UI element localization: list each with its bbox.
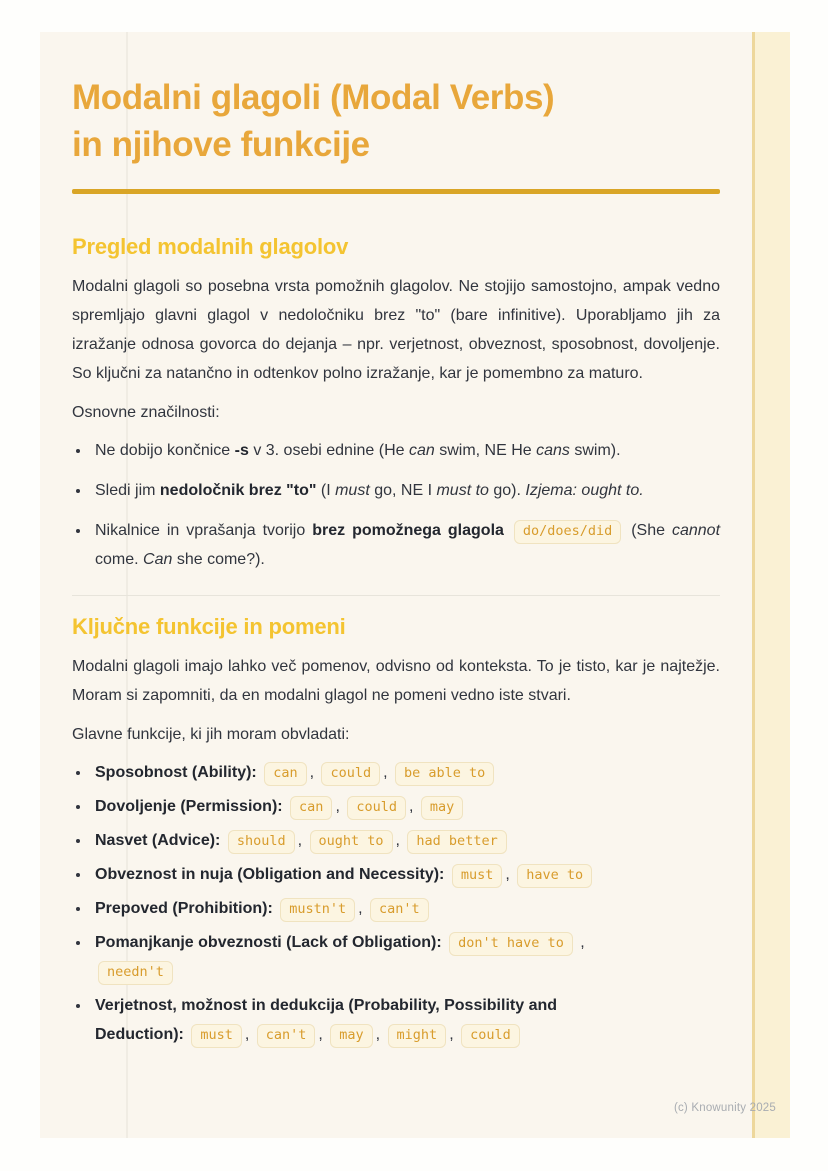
text-segment: come. xyxy=(95,551,144,568)
text-segment xyxy=(504,522,511,539)
text-segment: Obveznost in nuja (Obligation and Necessity): xyxy=(95,866,449,883)
text-segment: brez pomožnega glagola xyxy=(312,522,504,539)
code-badge: have to xyxy=(517,864,592,888)
title-divider xyxy=(72,189,720,194)
section-heading-functions: Ključne funkcije in pomeni xyxy=(72,614,346,639)
document-sheet xyxy=(40,32,790,1138)
code-badge: may xyxy=(330,1024,372,1048)
text-segment: must to xyxy=(436,482,489,499)
code-badge: must xyxy=(452,864,503,888)
code-badge: can xyxy=(264,762,306,786)
text-segment: Nasvet (Advice): xyxy=(95,832,225,849)
text-segment: , xyxy=(505,866,515,883)
list-item xyxy=(91,516,720,574)
text-segment: v 3. osebi ednine (He xyxy=(248,442,409,459)
text-segment: , xyxy=(318,1026,328,1043)
text-segment: , xyxy=(408,798,418,815)
text-segment: Deduction): xyxy=(95,1026,189,1043)
code-badge: might xyxy=(388,1024,447,1048)
text-segment: (She xyxy=(624,522,672,539)
code-badge: ought to xyxy=(310,830,393,854)
text-segment: Dovoljenje (Permission): xyxy=(95,798,288,815)
text-segment: , xyxy=(575,934,585,951)
title-line-1: Modalni glagoli (Modal Verbs) xyxy=(72,78,555,117)
binding-strip xyxy=(752,32,790,1138)
text-segment: must xyxy=(335,482,370,499)
text-segment: swim). xyxy=(569,442,621,459)
list-item xyxy=(91,860,720,889)
code-badge: had better xyxy=(407,830,506,854)
functions-bullet-list xyxy=(72,758,720,1049)
text-segment: cannot xyxy=(671,522,721,539)
list-item xyxy=(91,928,720,986)
code-badge: mustn't xyxy=(280,898,355,922)
code-badge: could xyxy=(461,1024,520,1048)
code-badge: could xyxy=(321,762,380,786)
text-segment: go). xyxy=(488,482,526,499)
list-item xyxy=(91,476,720,505)
code-badge: can't xyxy=(257,1024,316,1048)
watermark: (c) Knowunity 2025 xyxy=(673,1102,776,1114)
text-segment: Pomanjkanje obveznosti (Lack of Obligation): xyxy=(95,934,447,951)
overview-intro-paragraph: Modalni glagoli so posebna vrsta pomožnih glagolov. Ne stojijo samostojno, ampak vedno spremljajo glavni glagol v nedoločniku brez "to" (bare infinitive). Uporabljamo jih za izražanje odnosa govorca do dejanja – npr. verjetnost, obveznost, sposobnost, dovoljenje. So ključni za natančno in odtenkov polno izražanje, kar je pomembno za maturo. xyxy=(72,278,720,382)
text-segment: nedoločnik brez "to" xyxy=(159,482,317,499)
text-segment: Nikalnice in vprašanja tvorijo xyxy=(95,522,313,539)
text-segment: , xyxy=(309,764,319,781)
text-segment: , xyxy=(244,1026,254,1043)
section-divider xyxy=(72,595,720,596)
text-segment: , xyxy=(335,798,345,815)
list-item xyxy=(91,792,720,821)
text-segment: Can xyxy=(143,551,173,568)
list-item xyxy=(91,758,720,787)
list-item xyxy=(91,894,720,923)
code-badge: can xyxy=(290,796,332,820)
list-item xyxy=(91,436,720,465)
text-segment: Sledi jim xyxy=(95,482,160,499)
code-badge: do/does/did xyxy=(514,520,621,544)
binding-edge-line xyxy=(752,32,755,1138)
list-item xyxy=(91,826,720,855)
text-segment: , xyxy=(297,832,307,849)
list-item xyxy=(91,991,720,1049)
code-badge: must xyxy=(191,1024,242,1048)
overview-lead: Osnovne značilnosti: xyxy=(72,404,220,421)
text-segment: , xyxy=(375,1026,385,1043)
code-badge: needn't xyxy=(98,961,173,985)
text-segment: Sposobnost (Ability): xyxy=(95,764,262,781)
text-segment: (I xyxy=(316,482,336,499)
text-segment: , xyxy=(395,832,405,849)
text-segment: Ne dobijo končnice xyxy=(95,442,235,459)
text-segment: swim, NE He xyxy=(434,442,537,459)
text-segment: Izjema: ought to. xyxy=(525,482,644,499)
text-segment: go, NE I xyxy=(369,482,437,499)
overview-bullet-list xyxy=(72,436,720,574)
text-segment: she come?). xyxy=(172,551,265,568)
text-segment: can xyxy=(408,442,435,459)
page-title xyxy=(72,74,720,168)
functions-intro-paragraph: Modalni glagoli imajo lahko več pomenov, odvisno od konteksta. To je tisto, kar je najtežje. Moram si zapomniti, da en modalni glagol ne pomeni vedno iste stvari. xyxy=(72,658,720,704)
code-badge: be able to xyxy=(395,762,494,786)
code-badge: don't have to xyxy=(449,932,573,956)
text-segment: , xyxy=(383,764,393,781)
text-segment: , xyxy=(449,1026,459,1043)
text-segment: -s xyxy=(234,442,249,459)
text-segment: cans xyxy=(536,442,570,459)
code-badge: may xyxy=(421,796,463,820)
text-segment: Verjetnost, možnost in dedukcija (Probability, Possibility and xyxy=(95,997,558,1014)
code-badge: can't xyxy=(370,898,429,922)
code-badge: should xyxy=(228,830,295,854)
title-line-2: in njihove funkcije xyxy=(72,125,370,164)
text-segment: Prepoved (Prohibition): xyxy=(95,900,278,917)
functions-lead: Glavne funkcije, ki jih moram obvladati: xyxy=(72,726,350,743)
document-content xyxy=(72,32,720,1054)
text-segment: , xyxy=(358,900,368,917)
code-badge: could xyxy=(347,796,406,820)
section-heading-overview: Pregled modalnih glagolov xyxy=(72,234,349,259)
